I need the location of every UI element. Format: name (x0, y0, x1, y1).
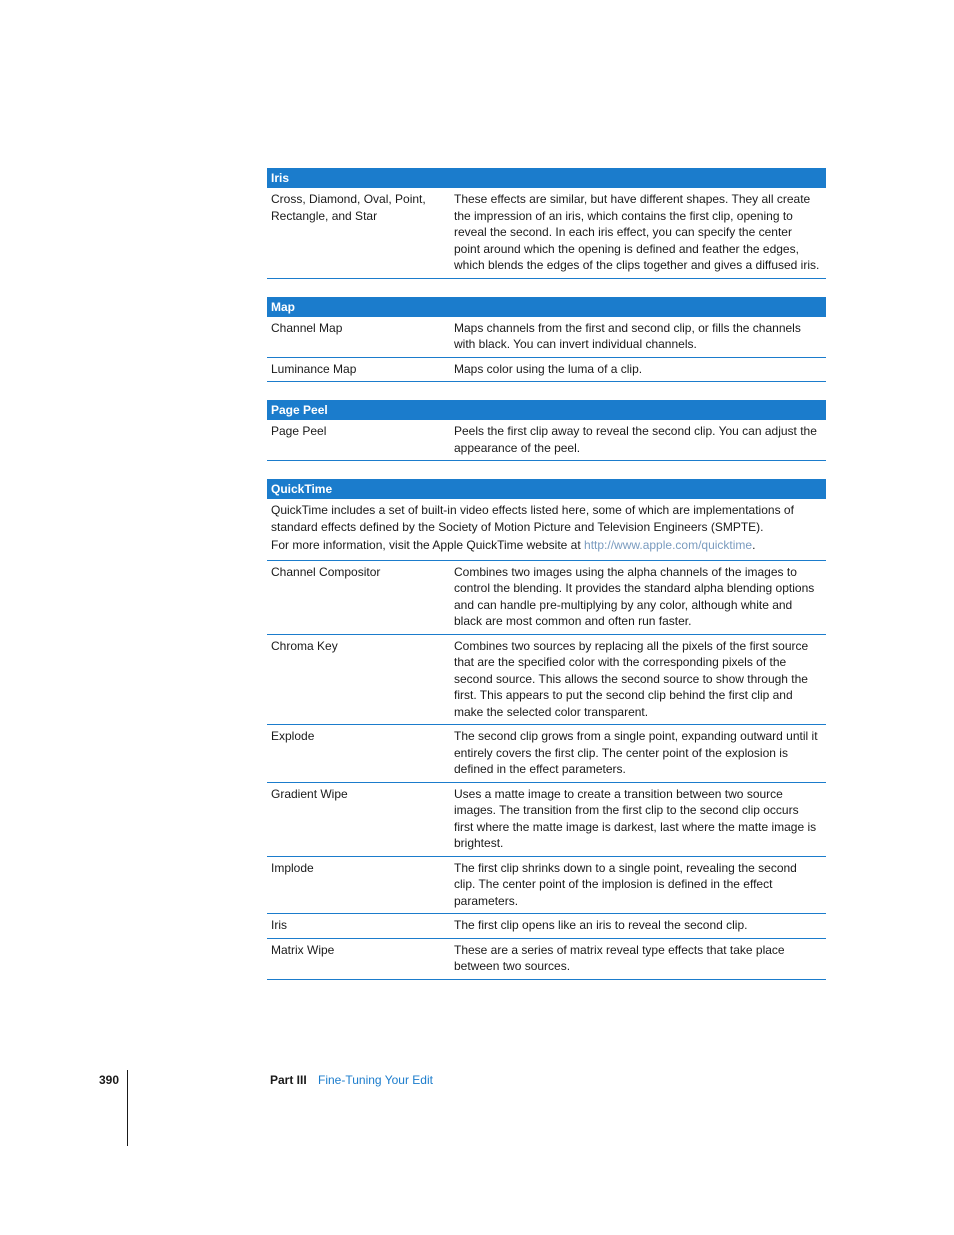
table-row (267, 635, 826, 726)
part-label: Part III (270, 1073, 307, 1087)
table-row (267, 420, 826, 461)
table-row (267, 561, 826, 635)
effect-description: The first clip shrinks down to a single point, revealing the second clip. The center point of the implosion is defined in the effect parameters. (454, 860, 797, 908)
effect-name: Chroma Key (271, 638, 338, 653)
effect-description: Maps channels from the first and second clip, or fills the channels with black. You can invert individual channels. (454, 320, 801, 351)
effects-table (267, 168, 826, 998)
effect-description: These are a series of matrix reveal type effects that take place between two sources. (454, 942, 785, 973)
section-intro (267, 499, 826, 561)
section-quicktime (267, 479, 826, 980)
table-row (267, 358, 826, 383)
effect-name: Matrix Wipe (271, 942, 335, 957)
intro-text: . (752, 538, 756, 552)
table-row (267, 914, 826, 939)
intro-paragraph: QuickTime includes a set of built-in video effects listed here, some of which are implementations of standard effects defined by the Society of Motion Picture and Television Engineers (SMPTE). (271, 503, 794, 534)
table-row (267, 857, 826, 915)
quicktime-website-link[interactable]: http://www.apple.com/quicktime (584, 538, 753, 552)
effect-name: Implode (271, 860, 314, 875)
section-page-peel (267, 400, 826, 461)
effect-description: Peels the first clip away to reveal the second clip. You can adjust the appearance of the peel. (454, 424, 817, 455)
part-title-link[interactable]: Fine-Tuning Your Edit (318, 1073, 433, 1087)
effect-name: Gradient Wipe (271, 786, 348, 801)
section-map (267, 297, 826, 383)
effect-name: Explode (271, 729, 315, 743)
section-header: Iris (267, 168, 826, 188)
page-footer (0, 1070, 954, 1150)
effect-description: Uses a matte image to create a transition between two source images. The transition from the first clip to the second clip occurs first where the matte image is darkest, last where the matte image is brightest. (454, 786, 817, 850)
table-row (267, 939, 826, 980)
section-header: Page Peel (267, 400, 826, 420)
effect-description: Combines two sources by replacing all the pixels of the first source that are the specified color with the corresponding pixels of the second source. This allows the second source to show through the first. This appears to put the second clip behind the first clip and make the selected color transparent. (454, 638, 809, 719)
table-row (267, 783, 826, 857)
section-header: QuickTime (267, 479, 826, 499)
page-number: 390 (99, 1073, 120, 1087)
section-header: Map (267, 297, 826, 317)
intro-text: For more information, visit the Apple QuickTime website at (271, 538, 585, 552)
table-row (267, 188, 826, 279)
effect-description: The second clip grows from a single point, expanding outward until it entirely covers the first clip. The center point of the explosion is defined in the effect parameters. (454, 729, 818, 776)
footer-divider (127, 1070, 128, 1146)
section-iris (267, 168, 826, 279)
intro-link-paragraph (271, 537, 820, 554)
effect-name: Channel Compositor (271, 564, 381, 579)
effect-name: Channel Map (271, 320, 343, 335)
table-row (267, 317, 826, 358)
effect-description: Combines two images using the alpha channels of the images to control the blending. It provides the standard alpha blending options and can handle pre-multiplying by any color, although white and black are most common and often run faster. (454, 564, 815, 628)
effect-name: Luminance Map (271, 361, 357, 376)
table-row (267, 725, 826, 783)
effect-description: These effects are similar, but have different shapes. They all create the impression of an iris, which contains the first clip, opening to reveal the second. In each iris effect, you can specify the center point around which the opening is defined and feather the edges, which blends the edges of the clips together and gives a diffused iris. (454, 192, 820, 272)
effect-name: Iris (271, 918, 287, 932)
effect-description: The first clip opens like an iris to reveal the second clip. (454, 918, 748, 932)
effect-name: Page Peel (271, 424, 327, 438)
effect-name: Cross, Diamond, Oval, Point, Rectangle, and Star (271, 192, 426, 223)
effect-description: Maps color using the luma of a clip. (454, 361, 643, 376)
